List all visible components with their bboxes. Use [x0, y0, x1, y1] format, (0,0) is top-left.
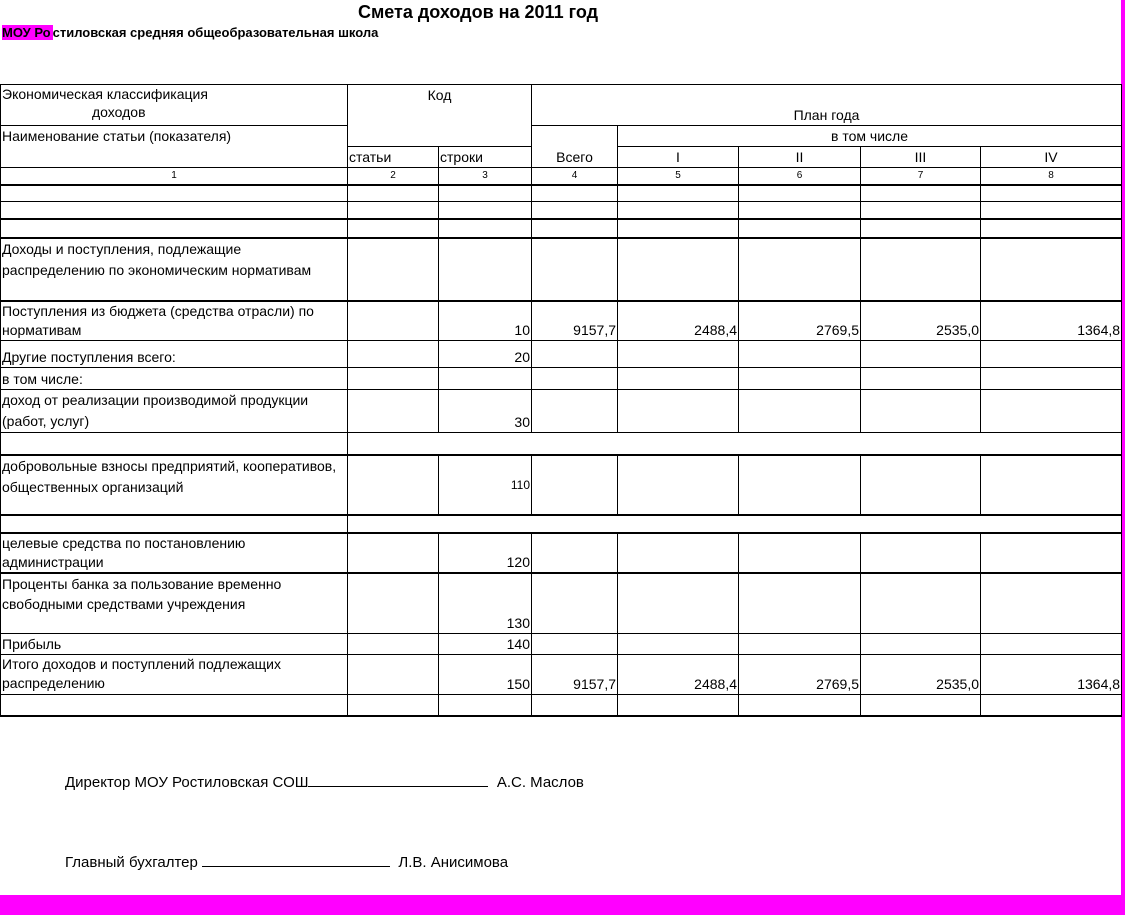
table-row: [1, 238, 1122, 301]
row-name: добровольные взносы предприятий, кооперативов, общественных организаций: [1, 455, 348, 515]
header-classification-line1: Экономическая классификация: [2, 86, 208, 102]
row-line-code: 140: [439, 634, 532, 655]
table-row: [1, 390, 1122, 433]
row-q2: [739, 238, 861, 301]
row-q1: 2488,4: [618, 301, 739, 341]
table-row: [1, 368, 1122, 390]
header-item-name: Наименование статьи (показателя): [1, 126, 348, 168]
accountant-label: Главный бухгалтер: [65, 854, 198, 871]
spacer-row: [1, 515, 1122, 533]
row-line-code: [439, 238, 532, 301]
row-q4: 1364,8: [981, 655, 1122, 695]
col-number-1: 1: [1, 168, 348, 185]
header-article: статьи: [348, 147, 439, 168]
row-q4: [981, 573, 1122, 634]
row-article-code: [348, 238, 439, 301]
row-q2: 2769,5: [739, 301, 861, 341]
row-total: [532, 341, 618, 368]
table-row: [1, 455, 1122, 515]
row-total: [532, 390, 618, 433]
blank-row: [1, 185, 1122, 202]
header-plan: План года: [532, 85, 1122, 126]
row-line-code: 150: [439, 655, 532, 695]
header-q4: IV: [981, 147, 1122, 168]
col-number-4: 4: [532, 168, 618, 185]
header-row-2: [1, 126, 1122, 147]
header-code: Код: [348, 85, 532, 147]
row-line-code: 30: [439, 390, 532, 433]
row-q2: [739, 455, 861, 515]
organization-line: [2, 25, 378, 41]
accountant-signature: [65, 853, 508, 872]
row-q3: [861, 238, 981, 301]
row-total: [532, 533, 618, 573]
table-row: [1, 533, 1122, 573]
row-article-code: [348, 455, 439, 515]
table-row: [1, 341, 1122, 368]
row-q4: [981, 341, 1122, 368]
row-q2: [739, 390, 861, 433]
row-q3: [861, 634, 981, 655]
row-line-code: 10: [439, 301, 532, 341]
row-line-code: 130: [439, 573, 532, 634]
row-q4: [981, 634, 1122, 655]
row-q3: 2535,0: [861, 655, 981, 695]
row-q3: [861, 455, 981, 515]
row-q4: [981, 455, 1122, 515]
row-q1: [618, 368, 739, 390]
col-number-3: 3: [439, 168, 532, 185]
director-label: Директор МОУ Ростиловская СОШ: [65, 774, 309, 791]
row-article-code: [348, 390, 439, 433]
row-q2: [739, 634, 861, 655]
col-number-7: 7: [861, 168, 981, 185]
row-q2: [739, 341, 861, 368]
row-q1: [618, 390, 739, 433]
row-article-code: [348, 655, 439, 695]
row-name: Поступления из бюджета (средства отрасли) по нормативам: [1, 301, 348, 341]
row-q2: [739, 368, 861, 390]
header-classification-line2: доходов: [92, 104, 146, 120]
row-total: [532, 634, 618, 655]
row-q4: [981, 368, 1122, 390]
row-q1: [618, 455, 739, 515]
header-total: Всего: [532, 126, 618, 168]
row-total: [532, 368, 618, 390]
organization-name: стиловская средняя общеобразовательная школа: [52, 25, 379, 40]
header-q2: II: [739, 147, 861, 168]
accountant-signature-line: [202, 853, 390, 867]
row-q3: [861, 573, 981, 634]
row-q3: [861, 533, 981, 573]
row-article-code: [348, 368, 439, 390]
row-q1: [618, 238, 739, 301]
row-total: [532, 573, 618, 634]
row-total: 9157,7: [532, 655, 618, 695]
table-row-total: [1, 655, 1122, 695]
row-q3: [861, 341, 981, 368]
row-line-code: 120: [439, 533, 532, 573]
row-name: Прибыль: [1, 634, 348, 655]
row-q4: 1364,8: [981, 301, 1122, 341]
row-q3: [861, 368, 981, 390]
organization-highlight: МОУ Ро: [2, 25, 51, 40]
row-q2: [739, 533, 861, 573]
row-line-code: 20: [439, 341, 532, 368]
row-name: целевые средства по постановлению администрации: [1, 533, 348, 573]
income-estimate-table-wrap: [0, 84, 1121, 717]
header-classification: [1, 85, 348, 126]
row-article-code: [348, 301, 439, 341]
blank-row: [1, 219, 1122, 238]
director-name: А.С. Маслов: [496, 774, 584, 791]
header-row-1: [1, 85, 1122, 126]
row-q3: [861, 390, 981, 433]
row-name: Другие поступления всего:: [1, 341, 348, 368]
row-q2: [739, 573, 861, 634]
col-number-6: 6: [739, 168, 861, 185]
row-name: Итого доходов и поступлений подлежащих распределению: [1, 655, 348, 695]
col-number-2: 2: [348, 168, 439, 185]
row-q3: 2535,0: [861, 301, 981, 341]
director-signature-line: [308, 773, 488, 787]
row-q1: [618, 634, 739, 655]
row-total: [532, 455, 618, 515]
col-number-5: 5: [618, 168, 739, 185]
row-line-code: 110: [439, 455, 532, 515]
income-estimate-table: [0, 84, 1122, 717]
col-number-8: 8: [981, 168, 1122, 185]
header-including: в том числе: [618, 126, 1122, 147]
row-article-code: [348, 533, 439, 573]
row-name: Доходы и поступления, подлежащие распределению по экономическим нормативам: [1, 238, 348, 301]
header-q3: III: [861, 147, 981, 168]
row-name: доход от реализации производимой продукции (работ, услуг): [1, 390, 348, 433]
row-article-code: [348, 341, 439, 368]
row-q4: [981, 533, 1122, 573]
blank-row: [1, 695, 1122, 716]
row-total: 9157,7: [532, 301, 618, 341]
row-q1: 2488,4: [618, 655, 739, 695]
spacer-row: [1, 433, 1122, 455]
blank-row: [1, 202, 1122, 219]
table-row: [1, 573, 1122, 634]
document-title: Смета доходов на 2011 год: [357, 2, 599, 22]
row-q1: [618, 533, 739, 573]
row-q2: 2769,5: [739, 655, 861, 695]
director-signature: [65, 773, 584, 792]
row-q4: [981, 390, 1122, 433]
row-article-code: [348, 634, 439, 655]
header-q1: I: [618, 147, 739, 168]
accountant-name: Л.В. Анисимова: [398, 854, 509, 871]
row-total: [532, 238, 618, 301]
row-q1: [618, 341, 739, 368]
row-line-code: [439, 368, 532, 390]
table-row: [1, 634, 1122, 655]
row-name: в том числе:: [1, 368, 348, 390]
header-line: строки: [439, 147, 532, 168]
column-number-row: [1, 168, 1122, 185]
row-article-code: [348, 573, 439, 634]
row-q1: [618, 573, 739, 634]
row-q4: [981, 238, 1122, 301]
sheet-edge-bar-bottom: [0, 895, 1125, 915]
row-name: Проценты банка за пользование временно свободными средствами учреждения: [1, 573, 348, 634]
table-row: [1, 301, 1122, 341]
